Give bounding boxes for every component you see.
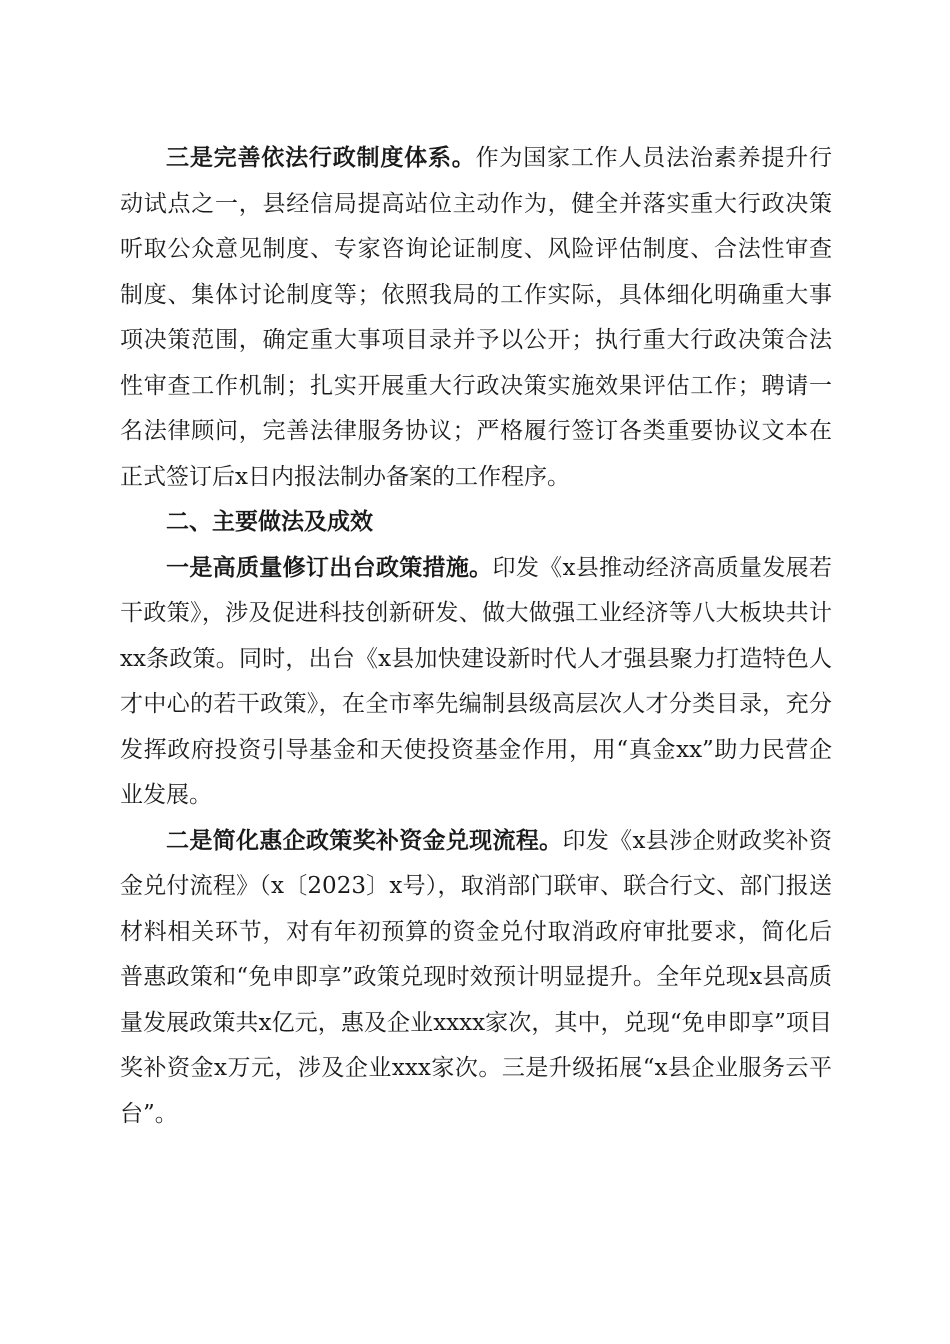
document-page	[120, 136, 832, 1137]
paragraph-body: 印发《x县涉企财政奖补资金兑付流程》（x〔2023〕x号），取消部门联审、联合行文、部门报送材料相关环节，对有年初预算的资金兑付取消政府审批要求，简化后普惠政策和“免申即享”政策兑现时效预计明显提升。全年兑现x县高质量发展政策共x亿元，惠及企业xxxx家次，其中，兑现“免申即享”项目奖补资金x万元，涉及企业xxx家次。三是升级拓展“x县企业服务云平台”。	[120, 827, 832, 1127]
paragraph-body: 作为国家工作人员法治素养提升行动试点之一，县经信局提高站位主动作为，健全并落实重大行政决策听取公众意见制度、专家咨询论证制度、风险评估制度、合法性审查制度、集体讨论制度等；依照我局的工作实际，具体细化明确重大事项决策范围，确定重大事项目录并予以公开；执行重大行政决策合法性审查工作机制；扎实开展重大行政决策实施效果评估工作；聘请一名法律顾问，完善法律服务协议；严格履行签订各类重要协议文本在正式签订后x日内报法制办备案的工作程序。	[120, 145, 833, 490]
section-heading: 二、主要做法及成效	[166, 509, 373, 535]
paragraph-lead: 一是高质量修订出台政策措施。	[166, 554, 493, 581]
paragraph-subsidy-process	[120, 819, 832, 1138]
paragraph-lead: 二是简化惠企政策奖补资金兑现流程。	[166, 827, 563, 854]
paragraph-policy-revision	[120, 546, 832, 819]
paragraph-legal-system	[120, 136, 832, 500]
paragraph-lead: 三是完善依法行政制度体系。	[166, 145, 476, 171]
paragraph-body: 印发《x县推动经济高质量发展若干政策》，涉及促进科技创新研发、做大做强工业经济等八大板块共计xx条政策。同时，出台《x县加快建设新时代人才强县聚力打造特色人才中心的若干政策》，在全市率先编制县级高层次人才分类目录，充分发挥政府投资引导基金和天使投资基金作用，用“真金xx”助力民营企业发展。	[120, 554, 832, 808]
